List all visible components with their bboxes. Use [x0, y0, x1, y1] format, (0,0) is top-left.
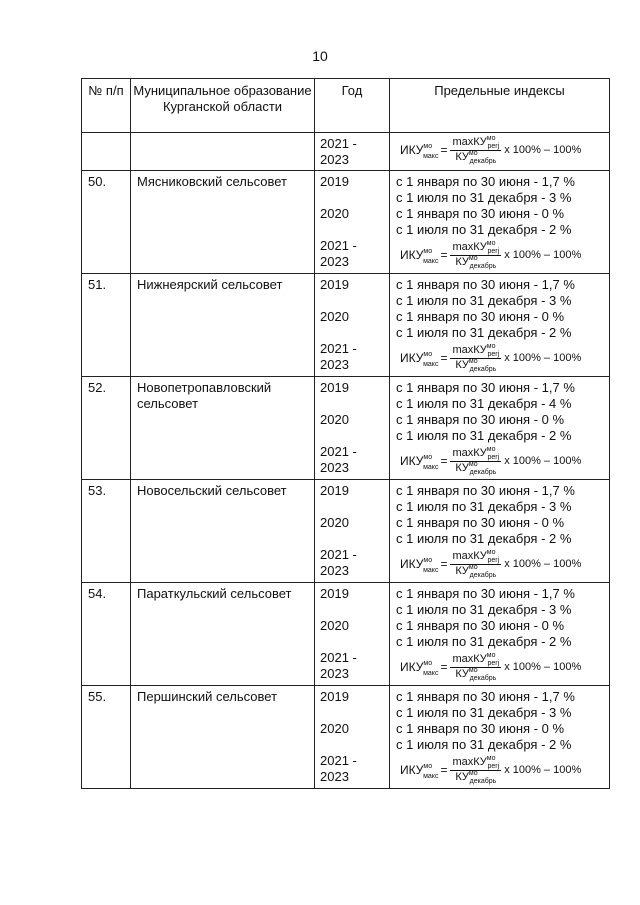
header-indices: Предельные индексы — [390, 79, 610, 133]
continuation-row — [82, 133, 610, 171]
cell-indices — [390, 583, 610, 686]
cell-year — [315, 377, 390, 480]
formula-fraction — [450, 344, 501, 373]
cell-name — [131, 133, 315, 171]
index-line: с 1 июля по 31 декабря - 3 % — [396, 602, 572, 617]
formula-eq: = — [440, 454, 448, 468]
cell-num: 50. — [82, 171, 131, 274]
year-2020: 2020 — [320, 412, 349, 427]
year-2021: 2021 - 2023 — [320, 238, 357, 269]
formula-lhs: $ИКУ^{мо}_{макс}$ — [400, 248, 439, 265]
table-row — [82, 686, 610, 789]
index-line: с 1 июля по 31 декабря - 2 % — [396, 737, 572, 752]
index-line: с 1 января по 30 июня - 0 % — [396, 206, 565, 221]
cell-indices — [390, 133, 610, 171]
cell-year — [315, 274, 390, 377]
year-2021: 2021 - 2023 — [320, 650, 357, 681]
formula-tail: x 100% – 100% — [504, 455, 582, 467]
year-2020: 2020 — [320, 618, 349, 633]
year-2019: 2019 — [320, 586, 349, 601]
cell-indices — [390, 274, 610, 377]
formula-fraction — [450, 447, 501, 476]
formula — [390, 133, 609, 167]
year-2021: 2021 - 2023 — [320, 753, 357, 784]
cell-name: Новосельский сельсовет — [131, 480, 315, 583]
formula-tail: x 100% – 100% — [504, 558, 582, 570]
formula-tail: x 100% – 100% — [504, 661, 582, 673]
formula-lhs: $ИКУ^{мо}_{макс}$ — [400, 143, 439, 160]
formula — [390, 753, 609, 787]
cell-num — [82, 133, 131, 171]
header-municipality: Муниципальное образование Курганской области — [131, 79, 315, 133]
cell-indices — [390, 171, 610, 274]
formula-numerator: maxКУ$^{мо}_{perj}$ — [452, 239, 500, 255]
cell-year — [315, 133, 390, 171]
header-year: Год — [315, 79, 390, 133]
year-2020: 2020 — [320, 309, 349, 324]
index-line: с 1 июля по 31 декабря - 4 % — [396, 396, 572, 411]
formula-denominator: $КУ^{мо}_{декабрь}$ — [455, 357, 497, 373]
formula — [390, 444, 609, 478]
formula-denominator: $КУ^{мо}_{декабрь}$ — [455, 254, 497, 270]
year-2019: 2019 — [320, 277, 349, 292]
year-2020: 2020 — [320, 206, 349, 221]
cell-indices — [390, 377, 610, 480]
formula-tail: x 100% – 100% — [504, 764, 582, 776]
index-line: с 1 июля по 31 декабря - 3 % — [396, 499, 572, 514]
formula-denominator: $КУ^{мо}_{декабрь}$ — [455, 149, 497, 165]
formula-fraction — [450, 756, 501, 785]
index-line: с 1 января по 30 июня - 0 % — [396, 618, 565, 633]
year-2019: 2019 — [320, 380, 349, 395]
cell-num: 54. — [82, 583, 131, 686]
formula-eq: = — [440, 557, 448, 571]
cell-year — [315, 583, 390, 686]
formula-lhs: $ИКУ^{мо}_{макс}$ — [400, 454, 439, 471]
formula-denominator: $КУ^{мо}_{декабрь}$ — [455, 460, 497, 476]
formula-lhs: $ИКУ^{мо}_{макс}$ — [400, 660, 439, 677]
index-line: с 1 января по 30 июня - 1,7 % — [396, 689, 575, 704]
cell-num: 52. — [82, 377, 131, 480]
formula-denominator: $КУ^{мо}_{декабрь}$ — [455, 563, 497, 579]
cell-year — [315, 171, 390, 274]
header-row — [82, 79, 610, 133]
year-2021: 2021 - 2023 — [320, 341, 357, 372]
formula-tail: x 100% – 100% — [504, 144, 582, 156]
table-row — [82, 583, 610, 686]
cell-year — [315, 686, 390, 789]
formula-denominator: $КУ^{мо}_{декабрь}$ — [455, 666, 497, 682]
indices-table — [81, 78, 610, 789]
formula-fraction — [450, 241, 501, 270]
formula-eq: = — [440, 248, 448, 262]
table-row — [82, 377, 610, 480]
cell-indices — [390, 480, 610, 583]
index-line: с 1 января по 30 июня - 0 % — [396, 515, 565, 530]
formula-denominator: $КУ^{мо}_{декабрь}$ — [455, 769, 497, 785]
formula-fraction — [450, 550, 501, 579]
formula-numerator: maxКУ$^{мо}_{perj}$ — [452, 548, 500, 564]
cell-year — [315, 480, 390, 583]
index-line: с 1 июля по 31 декабря - 2 % — [396, 222, 572, 237]
table-row — [82, 171, 610, 274]
year-2019: 2019 — [320, 483, 349, 498]
formula — [390, 238, 609, 272]
index-line: с 1 января по 30 июня - 0 % — [396, 412, 565, 427]
year-2020: 2020 — [320, 515, 349, 530]
formula-numerator: maxКУ$^{мо}_{perj}$ — [452, 754, 500, 770]
year-2019: 2019 — [320, 689, 349, 704]
formula-lhs: $ИКУ^{мо}_{макс}$ — [400, 763, 439, 780]
formula — [390, 650, 609, 684]
cell-name: Мясниковский сельсовет — [131, 171, 315, 274]
formula — [390, 547, 609, 581]
cell-num: 51. — [82, 274, 131, 377]
index-line: с 1 июля по 31 декабря - 2 % — [396, 634, 572, 649]
index-line: с 1 июля по 31 декабря - 2 % — [396, 325, 572, 340]
cell-name: Параткульский сельсовет — [131, 583, 315, 686]
index-line: с 1 января по 30 июня - 0 % — [396, 309, 565, 324]
index-line: с 1 января по 30 июня - 1,7 % — [396, 380, 575, 395]
index-line: с 1 января по 30 июня - 1,7 % — [396, 174, 575, 189]
index-line: с 1 января по 30 июня - 0 % — [396, 721, 565, 736]
table-row — [82, 480, 610, 583]
formula-eq: = — [440, 660, 448, 674]
cell-name: Новопетропавловский сельсовет — [131, 377, 315, 480]
index-line: с 1 июля по 31 декабря - 2 % — [396, 531, 572, 546]
formula-fraction — [450, 653, 501, 682]
cell-indices — [390, 686, 610, 789]
cell-num: 55. — [82, 686, 131, 789]
cell-num: 53. — [82, 480, 131, 583]
year-2020: 2020 — [320, 721, 349, 736]
formula-numerator: maxКУ$^{мо}_{perj}$ — [452, 445, 500, 461]
index-line: с 1 января по 30 июня - 1,7 % — [396, 483, 575, 498]
formula-numerator: maxКУ$^{мо}_{perj}$ — [452, 134, 500, 150]
formula-lhs: $ИКУ^{мо}_{макс}$ — [400, 351, 439, 368]
index-line: с 1 января по 30 июня - 1,7 % — [396, 277, 575, 292]
formula — [390, 341, 609, 375]
index-line: с 1 июля по 31 декабря - 3 % — [396, 190, 572, 205]
table-row — [82, 274, 610, 377]
index-line: с 1 июля по 31 декабря - 3 % — [396, 705, 572, 720]
index-line: с 1 июля по 31 декабря - 3 % — [396, 293, 572, 308]
cell-name: Нижнеярский сельсовет — [131, 274, 315, 377]
year-2021: 2021 - 2023 — [320, 547, 357, 578]
formula-fraction — [450, 136, 501, 165]
index-line: с 1 января по 30 июня - 1,7 % — [396, 586, 575, 601]
formula-eq: = — [440, 763, 448, 777]
formula-tail: x 100% – 100% — [504, 352, 582, 364]
year-2019: 2019 — [320, 174, 349, 189]
year-2021: 2021 - 2023 — [320, 444, 357, 475]
year-2021: 2021 - 2023 — [320, 136, 357, 167]
page-number: 10 — [312, 48, 328, 64]
index-line: с 1 июля по 31 декабря - 2 % — [396, 428, 572, 443]
header-num: № п/п — [82, 79, 131, 133]
formula-tail: x 100% – 100% — [504, 249, 582, 261]
formula-lhs: $ИКУ^{мо}_{макс}$ — [400, 557, 439, 574]
formula-eq: = — [440, 351, 448, 365]
cell-name: Першинский сельсовет — [131, 686, 315, 789]
formula-eq: = — [440, 143, 448, 157]
formula-numerator: maxКУ$^{мо}_{perj}$ — [452, 651, 500, 667]
formula-numerator: maxКУ$^{мо}_{perj}$ — [452, 342, 500, 358]
